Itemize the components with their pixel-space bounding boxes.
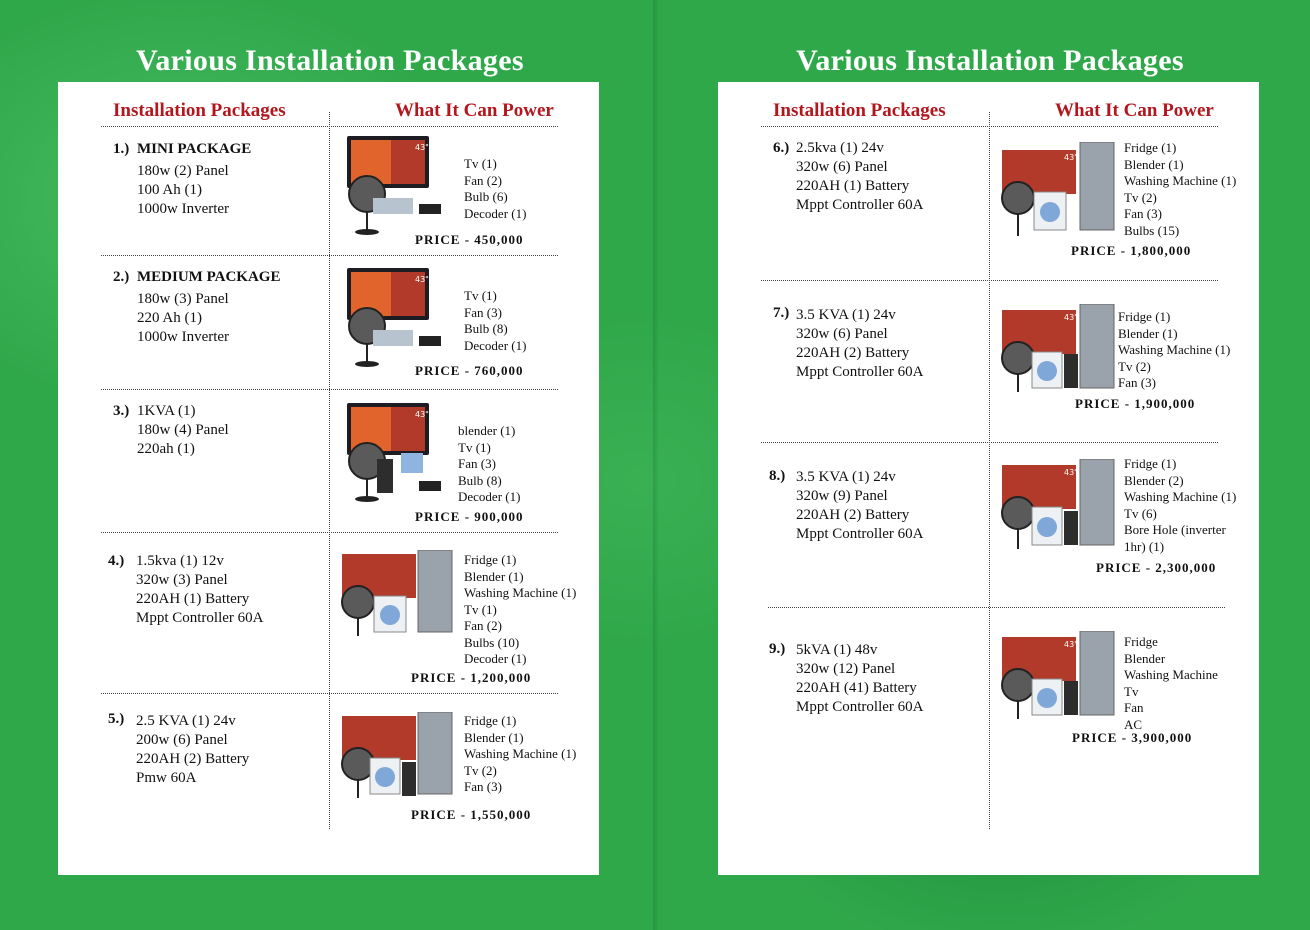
blender-icon <box>402 762 416 796</box>
power-item: Tv (1) <box>464 601 497 617</box>
power-item: Fan (2) <box>464 618 502 633</box>
fridge-icon <box>418 712 452 794</box>
fridge-icon <box>1080 631 1114 715</box>
blender-icon <box>1064 354 1078 388</box>
power-item: Tv (1) <box>458 439 491 455</box>
package-spec: 1KVA (1) <box>137 403 196 419</box>
blender-icon <box>1064 511 1078 545</box>
fan-icon <box>1002 497 1034 529</box>
power-item: Fridge <box>1124 634 1158 649</box>
decoder-icon <box>419 204 441 214</box>
package-number: 1.) <box>113 141 130 157</box>
power-item: Washing Machine (1) <box>1118 342 1231 357</box>
power-item: Bulb (6) <box>464 189 508 204</box>
appliance-bundle-image <box>345 136 457 236</box>
power-item: Washing Machine (1) <box>1124 489 1237 504</box>
power-item: Fan (2) <box>464 172 502 188</box>
power-item: Decoder (1) <box>464 337 527 353</box>
package-spec: 320w (3) Panel <box>136 572 228 588</box>
fridge-icon <box>1080 142 1114 230</box>
package-number: 6.) <box>773 140 790 156</box>
power-item: Fridge (1) <box>464 713 517 728</box>
package-name: MEDIUM PACKAGE <box>137 269 281 285</box>
power-item: Fan (3) <box>1118 375 1156 390</box>
bulb-icon <box>401 453 423 473</box>
svg-text:43": 43" <box>415 410 429 419</box>
price-1: PRICE - 450,000 <box>415 232 524 247</box>
package-spec: 2.5kva (1) 24v <box>796 140 884 156</box>
package-spec: 3.5 KVA (1) 24v <box>796 469 896 485</box>
price-8: PRICE - 2,300,000 <box>1096 560 1217 575</box>
svg-text:43": 43" <box>1064 640 1078 649</box>
power-item: Blender (1) <box>464 729 524 745</box>
power-item: Tv (2) <box>464 762 497 778</box>
power-item: Blender <box>1124 650 1166 666</box>
decoder-icon <box>419 481 441 491</box>
power-item: Fridge (1) <box>1124 456 1177 471</box>
power-item: Tv <box>1124 683 1139 699</box>
row-divider <box>768 607 1225 608</box>
package-spec: 1000w Inverter <box>137 329 230 345</box>
left-page-panel <box>58 82 599 875</box>
power-item: Decoder (1) <box>464 651 527 666</box>
col-head-powers: What It Can Power <box>395 100 554 121</box>
fan-icon <box>342 748 374 780</box>
power-item: Fridge (1) <box>464 552 517 567</box>
power-item: AC <box>1124 716 1143 732</box>
power-item: Fan (3) <box>464 779 502 794</box>
power-item: Fan <box>1124 700 1144 715</box>
power-item: Fan (3) <box>464 304 502 320</box>
appliance-bundle-image <box>345 403 457 503</box>
fridge-icon <box>1080 304 1114 388</box>
package-number: 2.) <box>113 269 130 285</box>
power-item: Decoder (1) <box>458 489 521 504</box>
power-item: Fridge (1) <box>1118 309 1171 324</box>
fan-icon <box>342 586 374 618</box>
power-item: Bore Hole (inverter <box>1124 522 1226 537</box>
package-number: 5.) <box>108 711 125 727</box>
power-item: Blender (2) <box>1124 472 1184 488</box>
svg-text:43": 43" <box>415 143 429 152</box>
fridge-icon <box>418 550 452 632</box>
powers-list-4 <box>464 552 576 668</box>
row-divider <box>101 255 558 256</box>
column-divider <box>989 112 990 829</box>
appliance-bundle-image <box>1000 631 1118 721</box>
package-spec: 5kVA (1) 48v <box>796 642 878 658</box>
power-item: Fan (3) <box>1124 206 1162 221</box>
page-fold-shadow <box>653 0 659 930</box>
inverter-icon <box>373 198 413 214</box>
blender-icon <box>377 459 393 493</box>
appliance-bundle-image <box>345 268 457 368</box>
price-7: PRICE - 1,900,000 <box>1075 396 1196 411</box>
svg-text:43": 43" <box>1064 153 1078 162</box>
decoder-icon <box>419 336 441 346</box>
power-item: Tv (1) <box>464 156 497 171</box>
package-spec: 220AH (2) Battery <box>796 345 910 361</box>
package-spec: 100 Ah (1) <box>137 182 202 198</box>
left-page-title: Various Installation Packages <box>136 44 524 77</box>
powers-list-6 <box>1124 140 1236 239</box>
package-spec: Pmw 60A <box>136 770 197 786</box>
appliance-bundle-image <box>340 550 458 640</box>
appliance-bundle-image <box>1000 142 1118 240</box>
powers-list-7 <box>1118 309 1230 392</box>
price-9: PRICE - 3,900,000 <box>1072 730 1193 745</box>
powers-list-2 <box>464 288 526 354</box>
power-item: Bulbs (15) <box>1124 222 1180 238</box>
package-number: 9.) <box>769 641 786 657</box>
power-item: Tv (2) <box>1124 189 1157 205</box>
power-item: Fridge (1) <box>1124 140 1177 155</box>
package-spec: 320w (6) Panel <box>796 159 888 175</box>
power-item: Bulb (8) <box>458 472 502 488</box>
col-head-powers: What It Can Power <box>1055 100 1214 121</box>
package-spec: 180w (2) Panel <box>137 163 229 179</box>
power-item: Decoder (1) <box>464 205 527 221</box>
package-spec: Mppt Controller 60A <box>796 526 924 542</box>
price-2: PRICE - 760,000 <box>415 363 524 378</box>
package-number: 8.) <box>769 468 786 484</box>
svg-text:43": 43" <box>1064 313 1078 322</box>
power-item: Tv (6) <box>1124 505 1157 521</box>
row-divider <box>101 532 558 533</box>
package-spec: 220AH (2) Battery <box>136 751 250 767</box>
package-spec: Mppt Controller 60A <box>136 610 264 626</box>
inverter-icon <box>373 330 413 346</box>
package-spec: 1000w Inverter <box>137 201 230 217</box>
package-number: 7.) <box>773 305 790 321</box>
power-item: Fan (3) <box>458 456 496 471</box>
package-spec: 220ah (1) <box>137 441 195 457</box>
svg-text:43": 43" <box>415 275 429 284</box>
power-item: Blender (1) <box>1124 156 1184 172</box>
power-item: Bulb (8) <box>464 321 508 336</box>
power-item: Tv (1) <box>464 288 497 303</box>
powers-list-1 <box>464 156 526 222</box>
power-item: Washing Machine (1) <box>464 585 577 600</box>
package-number: 4.) <box>108 553 125 569</box>
row-divider <box>101 693 558 694</box>
col-head-packages: Installation Packages <box>773 100 946 121</box>
row-divider <box>761 442 1218 443</box>
package-spec: 220AH (41) Battery <box>796 680 917 696</box>
price-5: PRICE - 1,550,000 <box>411 807 532 822</box>
package-spec: 320w (9) Panel <box>796 488 888 504</box>
powers-list-5 <box>464 713 576 796</box>
power-item: Blender (1) <box>464 568 524 584</box>
power-item: Blender (1) <box>1118 325 1178 341</box>
power-item: Washing Machine (1) <box>464 746 577 761</box>
package-spec: 180w (4) Panel <box>137 422 229 438</box>
blender-icon <box>1064 681 1078 715</box>
power-item: Tv (2) <box>1118 358 1151 374</box>
package-spec: 220AH (1) Battery <box>796 178 910 194</box>
package-spec: Mppt Controller 60A <box>796 197 924 213</box>
fan-icon <box>1002 182 1034 214</box>
package-spec: 1.5kva (1) 12v <box>136 553 224 569</box>
appliance-bundle-image <box>1000 304 1118 394</box>
package-spec: 3.5 KVA (1) 24v <box>796 307 896 323</box>
package-spec: 220 Ah (1) <box>137 310 202 326</box>
package-spec: 320w (6) Panel <box>796 326 888 342</box>
power-item: 1hr) (1) <box>1124 538 1165 554</box>
price-6: PRICE - 1,800,000 <box>1071 243 1192 258</box>
power-item: Washing Machine <box>1124 667 1218 682</box>
package-spec: 220AH (2) Battery <box>796 507 910 523</box>
appliance-bundle-image <box>340 712 458 802</box>
package-spec: Mppt Controller 60A <box>796 364 924 380</box>
fridge-icon <box>1080 459 1114 545</box>
package-spec: 180w (3) Panel <box>137 291 229 307</box>
column-divider <box>329 112 330 829</box>
package-spec: 320w (12) Panel <box>796 661 896 677</box>
package-spec: Mppt Controller 60A <box>796 699 924 715</box>
power-item: Washing Machine (1) <box>1124 173 1237 188</box>
row-divider <box>101 389 558 390</box>
right-page-title: Various Installation Packages <box>796 44 1184 77</box>
powers-list-3 <box>458 423 520 506</box>
power-item: Bulbs (10) <box>464 634 520 650</box>
fan-icon <box>1002 669 1034 701</box>
svg-text:43": 43" <box>1064 468 1078 477</box>
package-spec: 220AH (1) Battery <box>136 591 250 607</box>
right-page-panel <box>718 82 1259 875</box>
package-spec: 2.5 KVA (1) 24v <box>136 713 236 729</box>
package-number: 3.) <box>113 403 130 419</box>
fan-icon <box>1002 342 1034 374</box>
powers-list-9 <box>1124 634 1218 733</box>
price-4: PRICE - 1,200,000 <box>411 670 532 685</box>
appliance-bundle-image <box>1000 459 1118 551</box>
package-spec: 200w (6) Panel <box>136 732 228 748</box>
package-name: MINI PACKAGE <box>137 141 252 157</box>
power-item: blender (1) <box>458 423 516 438</box>
col-head-packages: Installation Packages <box>113 100 286 121</box>
price-3: PRICE - 900,000 <box>415 509 524 524</box>
powers-list-8 <box>1124 456 1236 555</box>
row-divider <box>761 280 1218 281</box>
